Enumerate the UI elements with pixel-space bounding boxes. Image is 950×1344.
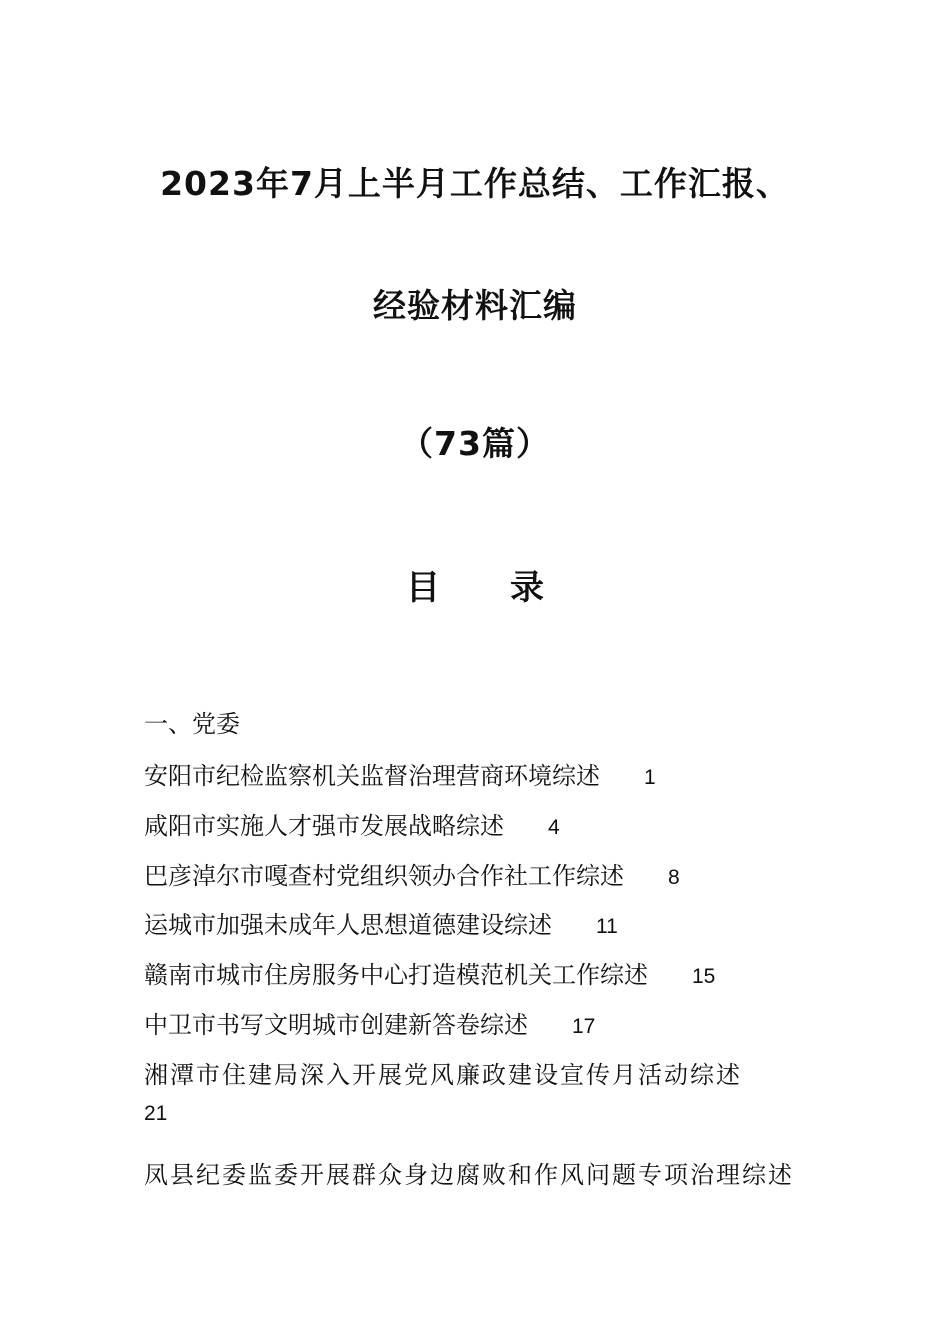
toc-entry-page: 4 [548,816,560,839]
toc-entry[interactable] [144,756,656,791]
toc-heading-char-2: 录 [510,568,544,608]
toc-entry[interactable] [144,806,560,841]
toc-entry-title: 湘潭市住建局深入开展党风廉政建设宣传月活动综述 [144,1061,742,1089]
document-title-line-2: 经验材料汇编 [373,286,577,325]
toc-entry-title: 运城市加强未成年人思想道德建设综述 [144,911,552,939]
toc-entry-title: 安阳市纪检监察机关监督治理营商环境综述 [144,762,600,790]
toc-entry[interactable] [144,955,715,990]
toc-entry-page: 8 [668,866,680,889]
toc-entry-page: 11 [596,915,618,938]
toc-entry[interactable] [144,1055,742,1126]
toc-heading-char-1: 目 [406,568,440,608]
toc-entry-page: 1 [644,766,656,789]
toc-entry[interactable] [144,856,680,891]
toc-entry-title: 赣南市城市住房服务中心打造模范机关工作综述 [144,961,648,989]
toc-entry[interactable] [144,905,618,940]
toc-entry[interactable] [144,1155,794,1190]
toc-entry-page: 15 [692,965,716,988]
toc-heading [0,560,950,609]
toc-entry-title: 咸阳市实施人才强市发展战略综述 [144,812,504,840]
toc-entry-page: 17 [572,1015,596,1038]
toc-section-heading: 一、党委 [144,710,240,738]
toc-entry-page: 21 [144,1102,168,1125]
toc-entry-title: 巴彦淖尔市嘎查村党组织领办合作社工作综述 [144,862,624,890]
toc-entry-title: 中卫市书写文明城市创建新答卷综述 [144,1011,528,1039]
document-count: （73篇） [400,424,550,463]
document-title-line-1: 2023年7月上半月工作总结、工作汇报、 [160,164,790,203]
toc-entry-title: 凤县纪委监委开展群众身边腐败和作风问题专项治理综述 [144,1161,794,1189]
toc-entry[interactable] [144,1005,595,1040]
